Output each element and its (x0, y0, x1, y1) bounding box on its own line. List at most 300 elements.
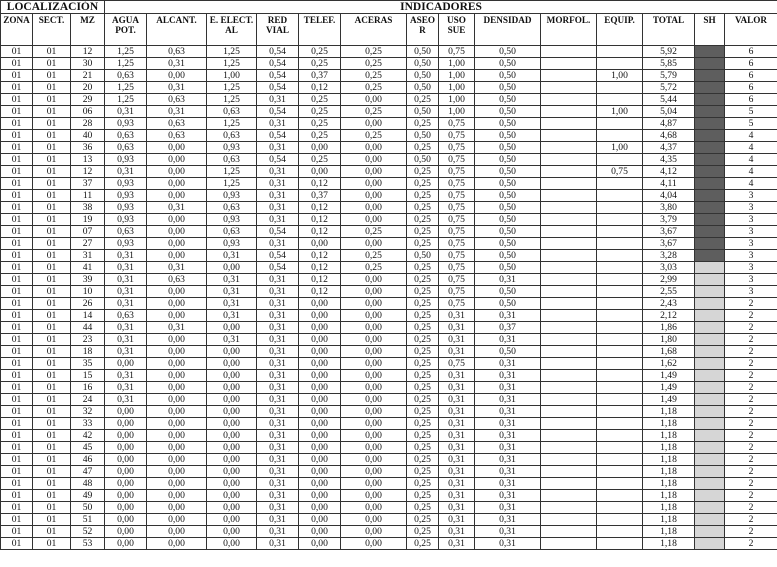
table-cell (597, 250, 643, 262)
table-cell (597, 526, 643, 538)
sh-cell (695, 358, 725, 370)
table-cell: 0,25 (407, 394, 439, 406)
table-cell: 0,00 (105, 454, 147, 466)
table-cell: 0,00 (207, 514, 257, 526)
table-row (1, 406, 777, 418)
table-cell: 1,80 (643, 334, 695, 346)
table-cell: 0,31 (475, 334, 541, 346)
table-cell: 3 (725, 202, 777, 214)
table-cell: 0,75 (439, 238, 475, 250)
table-cell: 2 (725, 322, 777, 334)
table-cell (541, 262, 597, 274)
table-cell: 0,31 (475, 478, 541, 490)
table-cell: 0,31 (147, 106, 207, 118)
table-cell: 0,50 (407, 58, 439, 70)
table-cell: 1,18 (643, 430, 695, 442)
table-cell (541, 538, 597, 550)
table-cell (541, 418, 597, 430)
table-row (1, 490, 777, 502)
table-cell: 1,00 (207, 70, 257, 82)
table-cell: 5,92 (643, 46, 695, 58)
group-header-indicadores: INDICADORES (105, 1, 777, 14)
table-cell: 0,31 (207, 274, 257, 286)
table-cell: 0,50 (475, 142, 541, 154)
sh-cell (695, 130, 725, 142)
sh-cell (695, 238, 725, 250)
table-cell: 0,25 (407, 238, 439, 250)
table-cell (597, 370, 643, 382)
table-cell: 0,50 (475, 214, 541, 226)
table-cell: 01 (33, 514, 71, 526)
table-cell: 0,25 (407, 490, 439, 502)
column-header: E. ELECT. AL (207, 14, 257, 46)
table-cell: 0,00 (105, 466, 147, 478)
table-cell: 33 (71, 418, 105, 430)
sh-cell (695, 502, 725, 514)
table-cell: 01 (33, 322, 71, 334)
table-cell: 0,25 (407, 310, 439, 322)
table-cell (597, 82, 643, 94)
table-cell: 0,93 (105, 190, 147, 202)
table-cell (541, 46, 597, 58)
table-cell: 0,00 (341, 358, 407, 370)
table-cell: 0,00 (299, 142, 341, 154)
table-cell: 0,31 (257, 346, 299, 358)
sh-cell (695, 286, 725, 298)
table-cell (541, 394, 597, 406)
table-cell: 0,63 (105, 226, 147, 238)
table-cell: 0,93 (105, 118, 147, 130)
table-cell: 0,00 (299, 238, 341, 250)
table-cell: 0,31 (147, 82, 207, 94)
table-cell: 2,55 (643, 286, 695, 298)
table-cell (541, 514, 597, 526)
table-cell: 0,00 (207, 262, 257, 274)
table-cell: 2 (725, 514, 777, 526)
table-cell: 01 (1, 526, 33, 538)
table-cell: 0,25 (407, 526, 439, 538)
table-cell: 0,50 (407, 82, 439, 94)
table-cell: 0,25 (341, 130, 407, 142)
table-cell: 0,54 (257, 262, 299, 274)
table-cell: 0,25 (407, 346, 439, 358)
table-cell: 0,31 (257, 202, 299, 214)
table-row (1, 454, 777, 466)
table-cell: 06 (71, 106, 105, 118)
table-cell: 0,25 (407, 214, 439, 226)
table-cell: 0,31 (257, 454, 299, 466)
table-cell: 0,25 (407, 478, 439, 490)
table-cell: 0,31 (105, 394, 147, 406)
table-cell: 2 (725, 502, 777, 514)
table-cell: 27 (71, 238, 105, 250)
table-row (1, 514, 777, 526)
table-cell: 0,31 (475, 514, 541, 526)
table-cell: 1,18 (643, 478, 695, 490)
table-row (1, 322, 777, 334)
table-cell: 01 (33, 130, 71, 142)
table-cell: 0,12 (299, 178, 341, 190)
table-cell: 01 (33, 538, 71, 550)
column-header: DENSIDAD (475, 14, 541, 46)
table-cell: 01 (1, 118, 33, 130)
table-cell: 0,31 (147, 202, 207, 214)
table-cell: 01 (1, 262, 33, 274)
table-cell: 0,25 (407, 382, 439, 394)
table-cell: 07 (71, 226, 105, 238)
table-cell: 0,12 (299, 226, 341, 238)
table-cell: 01 (33, 418, 71, 430)
table-row (1, 106, 777, 118)
table-cell: 49 (71, 490, 105, 502)
table-cell: 01 (1, 346, 33, 358)
table-cell: 0,00 (299, 514, 341, 526)
table-cell (597, 190, 643, 202)
table-cell: 0,31 (257, 178, 299, 190)
table-cell: 3 (725, 214, 777, 226)
group-header-row (1, 1, 777, 14)
table-cell: 0,31 (257, 382, 299, 394)
table-row (1, 238, 777, 250)
table-cell: 01 (1, 382, 33, 394)
table-cell: 0,31 (257, 502, 299, 514)
table-cell (541, 286, 597, 298)
table-cell: 01 (1, 274, 33, 286)
table-cell: 0,00 (207, 346, 257, 358)
table-cell (597, 322, 643, 334)
table-cell: 0,12 (299, 250, 341, 262)
column-header: TELEF. (299, 14, 341, 46)
table-cell: 0,00 (299, 166, 341, 178)
table-row (1, 142, 777, 154)
table-cell: 0,00 (105, 478, 147, 490)
table-cell: 0,93 (207, 190, 257, 202)
table-cell: 2 (725, 454, 777, 466)
table-row (1, 298, 777, 310)
table-cell: 0,31 (105, 286, 147, 298)
table-cell (597, 502, 643, 514)
table-cell: 0,31 (105, 382, 147, 394)
table-cell: 3 (725, 274, 777, 286)
table-cell: 0,54 (257, 82, 299, 94)
table-cell: 1,00 (439, 58, 475, 70)
table-cell (597, 406, 643, 418)
table-cell: 0,75 (439, 358, 475, 370)
table-cell: 0,75 (439, 274, 475, 286)
sh-cell (695, 106, 725, 118)
table-cell: 0,31 (257, 322, 299, 334)
table-cell: 0,00 (207, 358, 257, 370)
table-cell: 01 (1, 238, 33, 250)
table-cell: 6 (725, 46, 777, 58)
table-cell: 0,12 (299, 262, 341, 274)
table-cell: 0,00 (341, 178, 407, 190)
table-cell: 1,25 (105, 46, 147, 58)
table-cell: 0,31 (207, 310, 257, 322)
table-cell: 13 (71, 154, 105, 166)
table-cell: 1,62 (643, 358, 695, 370)
table-cell: 0,50 (475, 130, 541, 142)
sh-cell (695, 82, 725, 94)
column-header: SECT. (33, 14, 71, 46)
table-cell: 0,25 (341, 226, 407, 238)
table-cell: 0,50 (475, 70, 541, 82)
table-cell: 0,00 (341, 166, 407, 178)
table-cell: 0,00 (341, 118, 407, 130)
table-cell: 0,00 (147, 166, 207, 178)
table-cell: 01 (33, 406, 71, 418)
table-cell: 0,31 (105, 106, 147, 118)
table-cell (597, 214, 643, 226)
table-cell (541, 226, 597, 238)
table-cell: 52 (71, 526, 105, 538)
table-cell: 0,00 (147, 70, 207, 82)
table-cell: 0,00 (207, 430, 257, 442)
table-cell: 5,72 (643, 82, 695, 94)
table-cell: 01 (1, 310, 33, 322)
table-cell: 1,25 (105, 82, 147, 94)
table-cell: 1,00 (439, 70, 475, 82)
table-cell (597, 154, 643, 166)
table-cell: 0,75 (439, 178, 475, 190)
table-cell: 3 (725, 286, 777, 298)
table-row (1, 430, 777, 442)
table-cell (541, 58, 597, 70)
table-cell: 0,31 (475, 538, 541, 550)
table-cell: 48 (71, 478, 105, 490)
table-cell (541, 250, 597, 262)
table-cell: 01 (1, 430, 33, 442)
table-cell: 0,31 (257, 358, 299, 370)
table-cell: 0,25 (341, 262, 407, 274)
table-cell: 0,25 (341, 58, 407, 70)
table-cell: 40 (71, 130, 105, 142)
column-header: SH (695, 14, 725, 46)
table-cell: 0,31 (439, 538, 475, 550)
sh-cell (695, 418, 725, 430)
sh-cell (695, 322, 725, 334)
sh-cell (695, 226, 725, 238)
table-cell: 0,00 (341, 274, 407, 286)
table-cell: 2 (725, 310, 777, 322)
table-cell: 0,31 (147, 322, 207, 334)
table-cell: 0,31 (257, 238, 299, 250)
table-cell (541, 214, 597, 226)
table-cell: 0,75 (439, 46, 475, 58)
table-cell: 0,00 (341, 370, 407, 382)
table-cell: 01 (1, 166, 33, 178)
table-cell: 0,31 (475, 394, 541, 406)
table-cell: 0,31 (475, 502, 541, 514)
table-cell: 0,93 (105, 154, 147, 166)
table-row (1, 214, 777, 226)
table-cell: 01 (1, 298, 33, 310)
table-cell: 0,63 (105, 310, 147, 322)
table-cell: 42 (71, 430, 105, 442)
table-row (1, 94, 777, 106)
table-cell: 0,00 (105, 538, 147, 550)
sh-cell (695, 154, 725, 166)
table-cell: 0,00 (147, 502, 207, 514)
table-cell: 1,18 (643, 466, 695, 478)
table-cell: 0,31 (105, 322, 147, 334)
table-cell (541, 106, 597, 118)
sh-cell (695, 406, 725, 418)
table-cell: 0,25 (407, 286, 439, 298)
table-cell: 2 (725, 526, 777, 538)
table-cell: 4,68 (643, 130, 695, 142)
table-cell (541, 70, 597, 82)
table-cell: 0,31 (475, 442, 541, 454)
table-cell: 01 (33, 526, 71, 538)
table-cell: 01 (33, 466, 71, 478)
table-cell: 0,00 (341, 286, 407, 298)
table-cell: 0,00 (105, 526, 147, 538)
column-header: ALCANT. (147, 14, 207, 46)
table-cell: 0,25 (407, 298, 439, 310)
table-cell: 44 (71, 322, 105, 334)
table-cell: 0,93 (207, 214, 257, 226)
table-cell: 01 (33, 454, 71, 466)
table-cell: 2 (725, 406, 777, 418)
table-cell: 11 (71, 190, 105, 202)
table-cell: 0,31 (257, 142, 299, 154)
table-cell: 0,50 (475, 226, 541, 238)
table-cell: 0,50 (475, 118, 541, 130)
table-cell: 0,00 (341, 94, 407, 106)
table-cell: 0,25 (299, 106, 341, 118)
table-cell: 1,18 (643, 490, 695, 502)
table-cell: 1,49 (643, 394, 695, 406)
table-cell: 0,31 (257, 526, 299, 538)
table-cell: 0,00 (105, 502, 147, 514)
table-cell: 01 (33, 226, 71, 238)
table-cell: 0,31 (257, 430, 299, 442)
table-cell: 0,25 (407, 430, 439, 442)
table-cell (597, 238, 643, 250)
table-cell: 0,25 (407, 514, 439, 526)
table-cell (597, 466, 643, 478)
sh-cell (695, 478, 725, 490)
table-cell: 0,31 (105, 370, 147, 382)
table-row (1, 286, 777, 298)
table-cell (541, 274, 597, 286)
table-cell: 0,12 (299, 202, 341, 214)
table-cell: 0,54 (257, 46, 299, 58)
table-cell (597, 382, 643, 394)
table-row (1, 418, 777, 430)
sh-cell (695, 538, 725, 550)
table-cell: 39 (71, 274, 105, 286)
sh-cell (695, 178, 725, 190)
sh-cell (695, 514, 725, 526)
table-cell: 0,75 (439, 190, 475, 202)
table-cell: 01 (1, 442, 33, 454)
table-cell: 0,00 (341, 394, 407, 406)
table-cell: 0,31 (475, 430, 541, 442)
table-cell: 5 (725, 106, 777, 118)
table-cell: 0,31 (439, 334, 475, 346)
table-row (1, 502, 777, 514)
table-cell (541, 346, 597, 358)
table-cell: 1,00 (439, 106, 475, 118)
table-cell: 0,00 (207, 394, 257, 406)
table-cell: 01 (1, 454, 33, 466)
table-cell (597, 262, 643, 274)
sh-cell (695, 334, 725, 346)
table-cell: 0,75 (439, 166, 475, 178)
table-cell: 2 (725, 466, 777, 478)
table-cell: 19 (71, 214, 105, 226)
table-cell: 01 (1, 406, 33, 418)
table-cell: 0,63 (105, 130, 147, 142)
table-cell: 0,00 (147, 538, 207, 550)
table-cell: 0,54 (257, 226, 299, 238)
table-cell: 0,31 (257, 298, 299, 310)
table-cell: 0,31 (105, 262, 147, 274)
table-cell: 0,54 (257, 106, 299, 118)
table-cell (541, 334, 597, 346)
table-cell: 01 (1, 58, 33, 70)
table-cell: 45 (71, 442, 105, 454)
table-cell: 01 (1, 538, 33, 550)
column-header: MZ (71, 14, 105, 46)
table-cell: 3 (725, 238, 777, 250)
sh-cell (695, 382, 725, 394)
table-cell (597, 274, 643, 286)
table-cell: 4,11 (643, 178, 695, 190)
table-cell: 4 (725, 178, 777, 190)
table-cell: 0,75 (439, 250, 475, 262)
table-cell: 0,31 (257, 466, 299, 478)
table-cell: 0,31 (439, 382, 475, 394)
table-cell: 01 (1, 358, 33, 370)
table-cell: 2 (725, 298, 777, 310)
table-cell: 0,63 (105, 142, 147, 154)
table-cell: 0,31 (439, 394, 475, 406)
table-cell: 2,12 (643, 310, 695, 322)
table-cell: 0,31 (105, 346, 147, 358)
table-cell: 01 (33, 202, 71, 214)
table-cell: 50 (71, 502, 105, 514)
sh-cell (695, 526, 725, 538)
table-cell (597, 118, 643, 130)
table-cell: 0,00 (341, 442, 407, 454)
table-cell: 0,25 (407, 358, 439, 370)
table-cell: 32 (71, 406, 105, 418)
table-cell: 0,25 (407, 142, 439, 154)
table-cell: 01 (1, 142, 33, 154)
table-cell: 1,25 (207, 46, 257, 58)
table-cell: 4,87 (643, 118, 695, 130)
table-cell: 0,50 (407, 70, 439, 82)
table-cell: 0,31 (105, 274, 147, 286)
table-cell: 0,25 (407, 190, 439, 202)
table-row (1, 178, 777, 190)
table-cell: 0,00 (341, 406, 407, 418)
column-header: MORFOL. (541, 14, 597, 46)
table-cell: 01 (1, 94, 33, 106)
table-cell: 41 (71, 262, 105, 274)
table-cell: 3,79 (643, 214, 695, 226)
table-cell: 0,00 (341, 418, 407, 430)
table-cell: 0,31 (257, 334, 299, 346)
table-cell: 0,00 (299, 430, 341, 442)
table-cell: 0,31 (105, 166, 147, 178)
table-cell: 0,50 (475, 82, 541, 94)
table-cell: 1,18 (643, 502, 695, 514)
table-cell: 0,00 (105, 514, 147, 526)
